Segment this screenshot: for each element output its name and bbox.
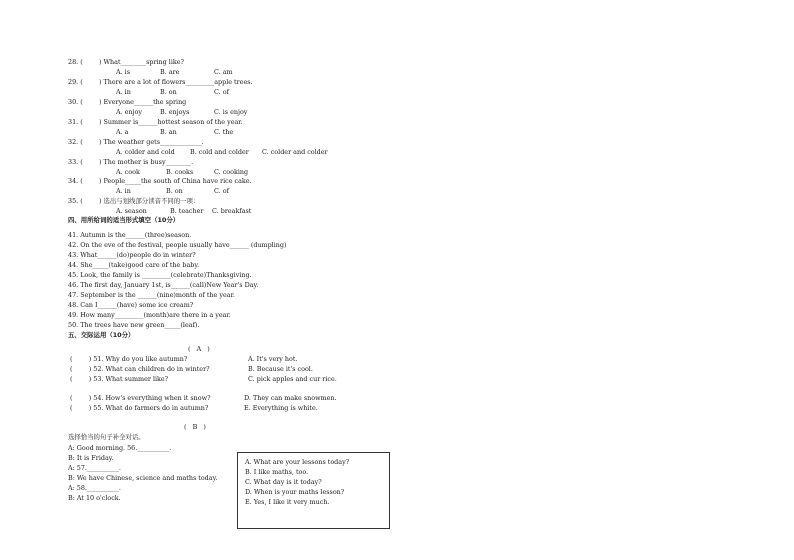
option-a: A. colder and cold — [116, 148, 175, 156]
dialog-line: A: 57.__________. — [68, 464, 121, 472]
question-text: 33. ( ) The mother is busy________. — [68, 158, 194, 166]
question-text: 32. ( ) The weather gets_____________. — [68, 138, 204, 146]
option-item: D. When is your maths lesson? — [245, 488, 345, 496]
question-text: 28. ( ) What________spring like? — [68, 58, 184, 66]
option-b: B. cooks — [166, 168, 194, 176]
section4-heading: 四、用所给词的适当形式填空（10分） — [68, 216, 180, 224]
match-question: ( ) 55. What do farmers do in autumn? — [70, 404, 209, 412]
option-c: C. of — [214, 187, 229, 195]
option-b: B. on — [160, 88, 177, 96]
part-a-label: ( A ) — [188, 345, 210, 353]
part-b-instruction: 选择恰当的句子补全对话。 — [68, 433, 145, 441]
question-text: 31. ( ) Summer is______hottest season of the year. — [68, 118, 243, 126]
option-item: C. What day is it today? — [245, 478, 322, 486]
option-c: C. colder and colder — [262, 148, 328, 156]
dialog-line: A: Good morning. 56.__________. — [68, 444, 172, 452]
option-b: B. enjoys — [160, 108, 190, 116]
list-item: 44. She_____(take)good care of the baby. — [68, 261, 200, 269]
option-a: A. in — [116, 187, 131, 195]
option-b: B. an — [160, 128, 177, 136]
question-text: 35. ( ) 选出与划线部分读音不同的一项： — [68, 197, 200, 205]
option-item: A. What are your lessons today? — [245, 458, 350, 466]
list-item: 43. What______(do)people do in winter? — [68, 251, 196, 259]
match-question: ( ) 54. How's everything when it snow? — [70, 394, 211, 402]
list-item: 42. On the eve of the festival, people usually have______ (dumpling) — [68, 241, 287, 249]
question-text: 30. ( ) Everyone______the spring — [68, 98, 187, 106]
list-item: 46. The first day, January 1st, is______(call)New Year's Day. — [68, 281, 259, 289]
question-text: 29. ( ) There are a lot of flowers_________apple trees. — [68, 78, 253, 86]
option-b: B. teacher — [170, 207, 204, 215]
option-c: C. am — [214, 68, 233, 76]
part-b-label: ( B ) — [184, 423, 206, 431]
option-b: B. are — [160, 68, 180, 76]
list-item: 50. The trees have new green_____(leaf). — [68, 321, 200, 329]
match-question: ( ) 51. Why do you like autumn? — [70, 355, 188, 363]
dialog-line: B: It is Friday. — [68, 454, 114, 462]
match-answer: D. They can make snowmen. — [244, 394, 337, 402]
option-c: C. the — [214, 128, 234, 136]
dialog-line: B: We have Chinese, science and maths today. — [68, 474, 218, 482]
section5-heading: 五、交际运用（10分） — [68, 331, 135, 339]
list-item: 48. Can I______(have) some ice cream? — [68, 301, 194, 309]
dialog-line: A: 58.__________. — [68, 484, 121, 492]
match-question: ( ) 52. What can children do in winter? — [70, 365, 210, 373]
match-answer: B. Because it's cool. — [248, 365, 313, 373]
option-b: B. cold and colder — [190, 148, 249, 156]
match-answer: C. pick apples and cur rice. — [248, 375, 337, 383]
list-item: 45. Look, the family is _________(celebrate)Thanksgiving. — [68, 271, 252, 279]
match-answer: A. It's very hot. — [248, 355, 298, 363]
option-a: A. season — [116, 207, 147, 215]
option-a: A. enjoy — [116, 108, 143, 116]
match-answer: E. Everything is white. — [244, 404, 318, 412]
option-a: A. a — [116, 128, 129, 136]
list-item: 41. Autumn is the______(three)season. — [68, 231, 192, 239]
option-c: C. breakfast — [212, 207, 252, 215]
option-c: C. of — [214, 88, 229, 96]
option-b: B. on — [166, 187, 183, 195]
list-item: 49. How many_________(month)are there in a year. — [68, 311, 231, 319]
option-a: A. cook — [116, 168, 140, 176]
option-c: C. is enjoy — [214, 108, 248, 116]
question-text: 34. ( ) People_____the south of China have rice cake. — [68, 177, 252, 185]
option-item: B. I like maths, too. — [245, 468, 309, 476]
match-question: ( ) 53. What summer like? — [70, 375, 169, 383]
list-item: 47. September is the ______(nine)month of the year. — [68, 291, 235, 299]
dialog-line: B: At 10 o'clock. — [68, 494, 121, 502]
option-item: E. Yes, I like it very much. — [245, 498, 330, 506]
option-c: C. cooking — [214, 168, 249, 176]
option-a: A. in — [116, 88, 131, 96]
option-a: A. is — [116, 68, 131, 76]
